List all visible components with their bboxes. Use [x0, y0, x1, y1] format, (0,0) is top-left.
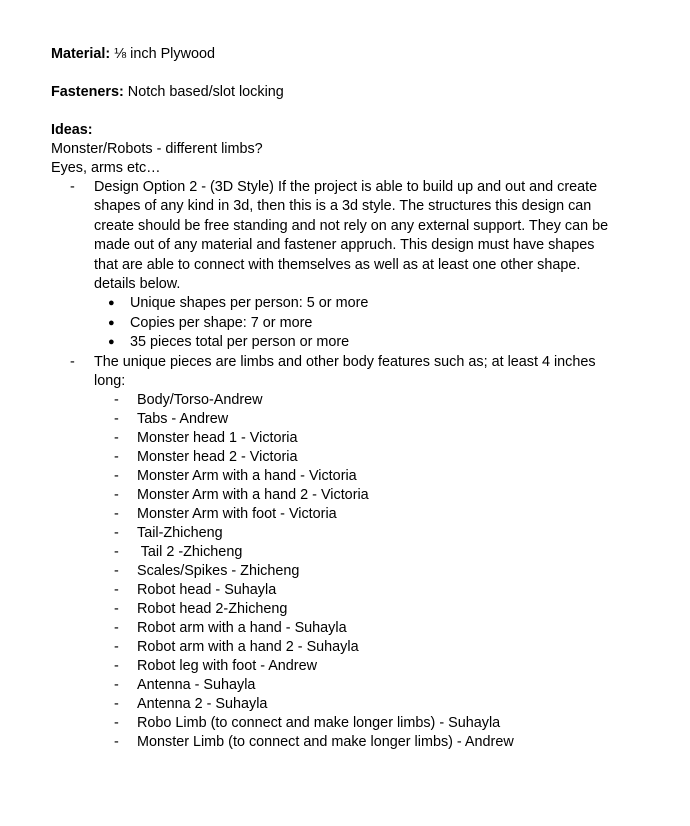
dash-marker: - — [114, 544, 119, 561]
dash-marker: - — [114, 411, 119, 428]
dash-marker: - — [114, 733, 119, 750]
piece-label: Antenna 2 - Suhayla — [137, 695, 268, 712]
piece-label: Body/Torso-Andrew — [137, 392, 263, 409]
piece-list-item — [51, 391, 651, 410]
piece-label: Monster Arm with a hand 2 - Victoria — [137, 487, 369, 504]
material-line — [51, 45, 651, 64]
piece-list-item — [51, 733, 651, 752]
dash-marker: - — [114, 695, 119, 712]
bullet-marker: ● — [108, 297, 115, 310]
piece-label: Monster head 1 - Victoria — [137, 430, 298, 447]
material-label: Material: — [51, 46, 111, 62]
unique-pieces-text: The unique pieces are limbs and other body features such as; at least 4 inches long: — [94, 353, 596, 390]
piece-list-item — [51, 638, 651, 657]
piece-label: Monster head 2 - Victoria — [137, 449, 298, 466]
unique-pieces-item — [51, 353, 609, 392]
dash-marker: - — [114, 563, 119, 580]
piece-list-item — [51, 410, 651, 429]
dash-marker: - — [70, 179, 75, 195]
bullet-item — [51, 314, 651, 333]
piece-list-item — [51, 467, 651, 486]
piece-list-item — [51, 429, 651, 448]
piece-list-item — [51, 448, 651, 467]
piece-label: Robo Limb (to connect and make longer limbs) - Suhayla — [137, 714, 501, 731]
dash-marker: - — [114, 714, 119, 731]
piece-list-item — [51, 505, 651, 524]
dash-marker: - — [114, 487, 119, 504]
ideas-line: Eyes, arms etc… — [51, 160, 161, 176]
piece-list-item — [51, 543, 651, 562]
piece-list-item — [51, 619, 651, 638]
fasteners-value: Notch based/slot locking — [123, 84, 284, 100]
piece-label: Robot arm with a hand - Suhayla — [137, 619, 347, 636]
dash-marker: - — [114, 657, 119, 674]
fasteners-line — [51, 83, 651, 102]
design-option-item — [51, 178, 609, 294]
piece-list-item — [51, 695, 651, 714]
piece-label: Robot leg with foot - Andrew — [137, 657, 317, 674]
piece-list-item — [51, 486, 651, 505]
document-body — [51, 45, 651, 752]
piece-label: Tail 2 -Zhicheng — [137, 544, 243, 561]
dash-marker: - — [114, 619, 119, 636]
piece-label: Monster Limb (to connect and make longer limbs) - Andrew — [137, 733, 514, 750]
design-option-text: Design Option 2 - (3D Style) If the project is able to build up and out and create shapes of any kind in 3d, then this is a 3d style. The structures this design can create should be free standing and not rely on any external support. They can be made out of any material and fastener appruch. This design must have shapes that are able to connect with themselves as well as at least one other shape. details below. — [94, 179, 609, 293]
bullet-item — [51, 294, 651, 313]
piece-list-item — [51, 714, 651, 733]
piece-label: Scales/Spikes - Zhicheng — [137, 563, 300, 580]
bullet-marker: ● — [108, 316, 115, 329]
dash-marker: - — [114, 449, 119, 466]
piece-label: Robot head - Suhayla — [137, 582, 277, 598]
dash-marker: - — [114, 676, 119, 693]
dash-marker: - — [70, 353, 75, 370]
bullet-text: Unique shapes per person: 5 or more — [130, 295, 369, 312]
piece-label: Robot head 2-Zhicheng — [137, 600, 288, 617]
piece-label: Tabs - Andrew — [137, 411, 229, 428]
ideas-heading: Ideas: — [51, 122, 93, 138]
ideas-line: Monster/Robots - different limbs? — [51, 141, 263, 157]
dash-marker: - — [114, 430, 119, 447]
piece-label: Monster Arm with foot - Victoria — [137, 506, 337, 523]
piece-label: Robot arm with a hand 2 - Suhayla — [137, 638, 359, 655]
piece-list-item — [51, 562, 651, 581]
dash-marker: - — [114, 600, 119, 617]
dash-marker: - — [114, 506, 119, 523]
bullet-marker: ● — [108, 336, 115, 349]
dash-marker: - — [114, 638, 119, 655]
piece-label: Antenna - Suhayla — [137, 676, 256, 693]
dash-marker: - — [114, 392, 119, 409]
piece-list-item — [51, 676, 651, 695]
dash-marker: - — [114, 468, 119, 485]
piece-list-item — [51, 600, 651, 619]
piece-list-item — [51, 657, 651, 676]
bullet-text: 35 pieces total per person or more — [130, 334, 350, 351]
fasteners-label: Fasteners: — [51, 84, 124, 100]
piece-list-item — [51, 524, 651, 543]
dash-marker: - — [114, 582, 119, 598]
piece-label: Tail-Zhicheng — [137, 525, 223, 542]
bullet-text: Copies per shape: 7 or more — [130, 314, 313, 331]
dash-marker: - — [114, 525, 119, 542]
bullet-item — [51, 333, 651, 352]
material-value: ⅛ inch Plywood — [110, 46, 215, 62]
piece-list-item — [51, 581, 651, 600]
piece-label: Monster Arm with a hand - Victoria — [137, 468, 357, 485]
